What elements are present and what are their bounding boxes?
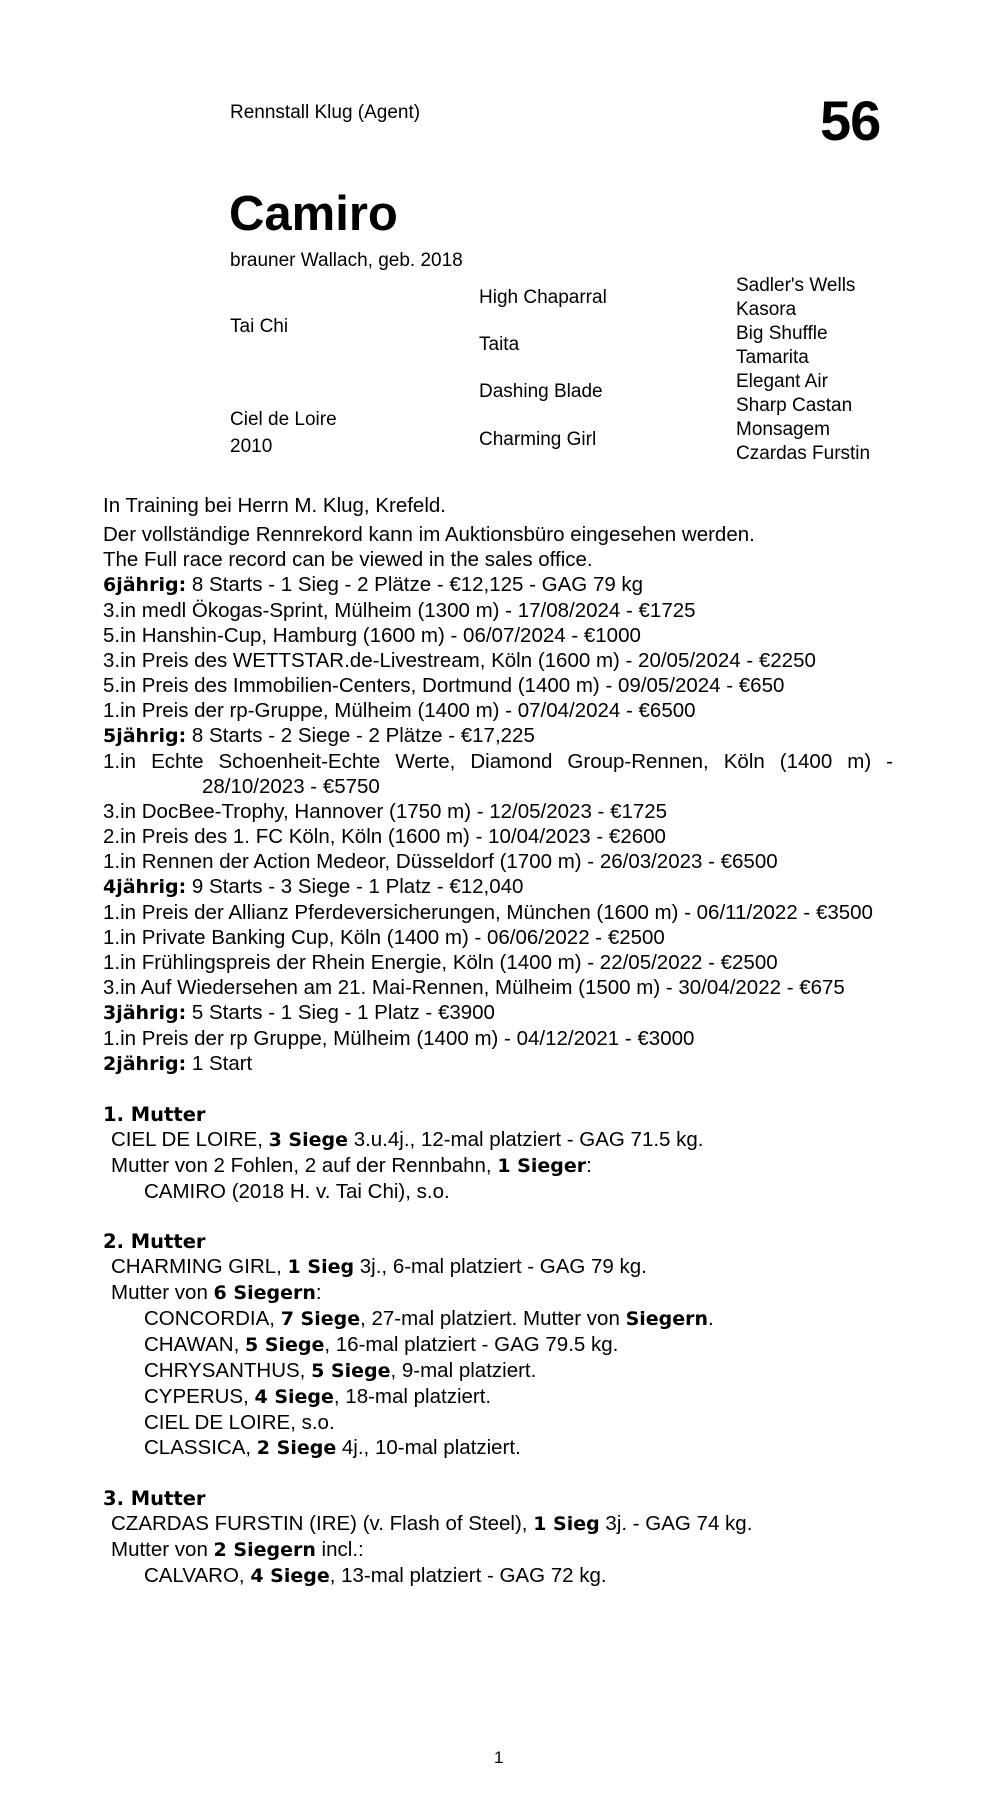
pedigree-gen3-item: Tamarita — [736, 347, 809, 368]
spacer — [103, 1077, 893, 1102]
pedigree-dam-dam: Charming Girl — [479, 429, 597, 450]
race-result: 5.in Hanshin-Cup, Hamburg (1600 m) - 06/07/2024 - €1000 — [103, 624, 641, 647]
produce-entry — [103, 1358, 893, 1384]
entry-text: CZARDAS FURSTIN (IRE) (v. Flash of Steel), — [111, 1512, 534, 1535]
horse-name: Camiro — [229, 187, 398, 241]
bold-stat: 3 Siege — [268, 1129, 348, 1151]
pedigree-dam-sire: Dashing Blade — [479, 381, 603, 402]
bold-stat: 1 Sieger — [497, 1155, 587, 1177]
catalogue-body — [103, 493, 893, 1589]
race-result: 1.in Echte Schoenheit-Echte Werte, Diamond Group-Rennen, Köln (1400 m) - 28/10/2023 - €5750 — [103, 750, 893, 798]
bold-stat: 5 Siege — [244, 1334, 325, 1356]
bold-stat: 2 Siege — [256, 1437, 337, 1459]
season-age-label: 5jährig: — [103, 725, 187, 747]
dam-heading: 3. Mutter — [103, 1487, 206, 1510]
entry-text: 4j., 10-mal platziert. — [336, 1436, 521, 1459]
race-result: 1.in Frühlingspreis der Rhein Energie, Köln (1400 m) - 22/05/2022 - €2500 — [103, 951, 778, 974]
produce-entry — [103, 1384, 893, 1410]
produce-entry — [103, 1563, 893, 1589]
race-result: 1.in Private Banking Cup, Köln (1400 m) - 06/06/2022 - €2500 — [103, 926, 665, 949]
female-line — [103, 1077, 893, 1589]
race-result: 1.in Preis der rp Gruppe, Mülheim (1400 m) - 04/12/2021 - €3000 — [103, 1027, 695, 1050]
entry-text: CIEL DE LOIRE, — [111, 1128, 269, 1151]
season-stats: 8 Starts - 1 Sieg - 2 Plätze - €12,125 - GAG 79 kg — [186, 573, 644, 596]
race-result: 1.in Preis der Allianz Pferdeversicherungen, München (1600 m) - 06/11/2022 - €3500 — [103, 901, 873, 924]
entry-text: CIEL DE LOIRE, s.o. — [144, 1411, 335, 1434]
entry-text: , 9-mal platziert. — [390, 1359, 537, 1382]
spacer — [103, 1461, 893, 1486]
season-age-label: 6jährig: — [103, 574, 187, 596]
race-result: 3.in DocBee-Trophy, Hannover (1750 m) - 12/05/2023 - €1725 — [103, 800, 668, 823]
entry-text: CHRYSANTHUS, — [144, 1359, 312, 1382]
pedigree-dam: Ciel de Loire — [230, 409, 337, 430]
pedigree-gen3-item: Sadler's Wells — [736, 275, 856, 296]
produce-entry — [103, 1306, 893, 1332]
produce-entry — [103, 1410, 893, 1435]
entry-text: 3j. - GAG 74 kg. — [599, 1512, 753, 1535]
bold-stat: Siegern — [625, 1308, 709, 1330]
consignor: Rennstall Klug (Agent) — [230, 102, 421, 123]
produce-entry — [103, 1332, 893, 1358]
pedigree-dam-year: 2010 — [230, 436, 273, 457]
entry-text: : — [315, 1281, 322, 1304]
race-result: 2.in Preis des 1. FC Köln, Köln (1600 m) - 10/04/2023 - €2600 — [103, 825, 666, 848]
bold-stat: 4 Siege — [250, 1565, 330, 1587]
page-number: 1 — [494, 1748, 504, 1767]
pedigree-gen3 — [736, 274, 870, 466]
dam-entry — [103, 1153, 893, 1179]
entry-text: : — [586, 1154, 592, 1177]
entry-text: CHAWAN, — [144, 1333, 245, 1356]
race-result: 1.in Preis der rp-Gruppe, Mülheim (1400 m) - 07/04/2024 - €6500 — [103, 699, 696, 722]
dam-entry — [103, 1254, 893, 1280]
season-stats: 9 Starts - 3 Siege - 1 Platz - €12,040 — [186, 875, 524, 898]
bold-stat: 1 Sieg — [533, 1513, 600, 1535]
pedigree-sire: Tai Chi — [230, 316, 289, 337]
pedigree-gen3-item: Big Shuffle — [736, 323, 828, 344]
race-record — [103, 572, 893, 1077]
bold-stat: 1 Sieg — [287, 1256, 355, 1278]
produce-entry — [103, 1179, 893, 1204]
record-note-en: The Full race record can be viewed in the sales office. — [103, 548, 593, 571]
pedigree-sire-dam: Taita — [479, 334, 520, 355]
entry-text: , 27-mal platziert. Mutter von — [360, 1307, 626, 1330]
pedigree-gen3-item: Kasora — [736, 299, 797, 320]
season-summary — [103, 723, 893, 749]
entry-text: incl.: — [315, 1538, 364, 1561]
race-result: 3.in Auf Wiedersehen am 21. Mai-Rennen, Mülheim (1500 m) - 30/04/2022 - €675 — [103, 976, 845, 999]
bold-stat: 2 Siegern — [213, 1539, 316, 1561]
season-summary — [103, 1051, 893, 1077]
dam-entry — [103, 1280, 893, 1306]
bold-stat: 7 Siege — [280, 1308, 361, 1330]
spacer — [103, 1204, 893, 1229]
race-result: 5.in Preis des Immobilien-Centers, Dortmund (1400 m) - 09/05/2024 - €650 — [103, 674, 785, 697]
dam-entry — [103, 1537, 893, 1563]
season-stats: 1 Start — [186, 1052, 253, 1075]
pedigree-gen3-item: Elegant Air — [736, 371, 828, 392]
season-summary — [103, 572, 893, 598]
horse-description: brauner Wallach, geb. 2018 — [230, 250, 463, 271]
entry-text: , 18-mal platziert. — [333, 1385, 492, 1408]
pedigree-gen3-item: Sharp Castan — [736, 395, 853, 416]
entry-text: . — [708, 1307, 714, 1330]
lot-number: 56 — [820, 89, 881, 152]
entry-text: CALVARO, — [144, 1564, 251, 1587]
entry-text: 3.u.4j., 12-mal platziert - GAG 71.5 kg. — [348, 1128, 704, 1151]
season-age-label: 4jährig: — [103, 876, 187, 898]
pedigree-sire-sire: High Chaparral — [479, 287, 607, 308]
entry-text: CYPERUS, — [144, 1385, 255, 1408]
dam-entry — [103, 1127, 893, 1153]
produce-entry — [103, 1435, 893, 1461]
entry-text: Mutter von — [111, 1281, 214, 1304]
season-summary — [103, 874, 893, 900]
entry-text: , 13-mal platziert - GAG 72 kg. — [329, 1564, 607, 1587]
race-result: 1.in Rennen der Action Medeor, Düsseldorf (1700 m) - 26/03/2023 - €6500 — [103, 850, 778, 873]
season-summary — [103, 1000, 893, 1026]
pedigree-gen3-item: Monsagem — [736, 419, 830, 440]
bold-stat: 6 Siegern — [213, 1282, 316, 1304]
entry-text: CLASSICA, — [144, 1436, 257, 1459]
entry-text: CAMIRO (2018 H. v. Tai Chi), s.o. — [144, 1180, 450, 1203]
season-stats: 8 Starts - 2 Siege - 2 Plätze - €17,225 — [186, 724, 535, 747]
pedigree-gen3-item: Czardas Furstin — [736, 443, 871, 464]
season-age-label: 3jährig: — [103, 1002, 187, 1024]
entry-text: CONCORDIA, — [144, 1307, 281, 1330]
bold-stat: 5 Siege — [311, 1360, 391, 1382]
entry-text: Mutter von — [111, 1538, 214, 1561]
entry-text: CHARMING GIRL, — [111, 1255, 288, 1278]
entry-text: Mutter von 2 Fohlen, 2 auf der Rennbahn, — [111, 1154, 498, 1177]
dam-heading: 1. Mutter — [103, 1103, 206, 1126]
dam-entry — [103, 1511, 893, 1537]
race-result: 3.in medl Ökogas-Sprint, Mülheim (1300 m) - 17/08/2024 - €1725 — [103, 599, 696, 622]
season-age-label: 2jährig: — [103, 1053, 187, 1075]
dam-heading: 2. Mutter — [103, 1230, 206, 1253]
record-note-de: Der vollständige Rennrekord kann im Auktionsbüro eingesehen werden. — [103, 523, 755, 546]
training-info: In Training bei Herrn M. Klug, Krefeld. — [103, 494, 446, 517]
entry-text: , 16-mal platziert - GAG 79.5 kg. — [324, 1333, 619, 1356]
season-stats: 5 Starts - 1 Sieg - 1 Platz - €3900 — [186, 1001, 495, 1024]
bold-stat: 4 Siege — [254, 1386, 334, 1408]
race-result: 3.in Preis des WETTSTAR.de-Livestream, Köln (1600 m) - 20/05/2024 - €2250 — [103, 649, 816, 672]
entry-text: 3j., 6-mal platziert - GAG 79 kg. — [354, 1255, 647, 1278]
